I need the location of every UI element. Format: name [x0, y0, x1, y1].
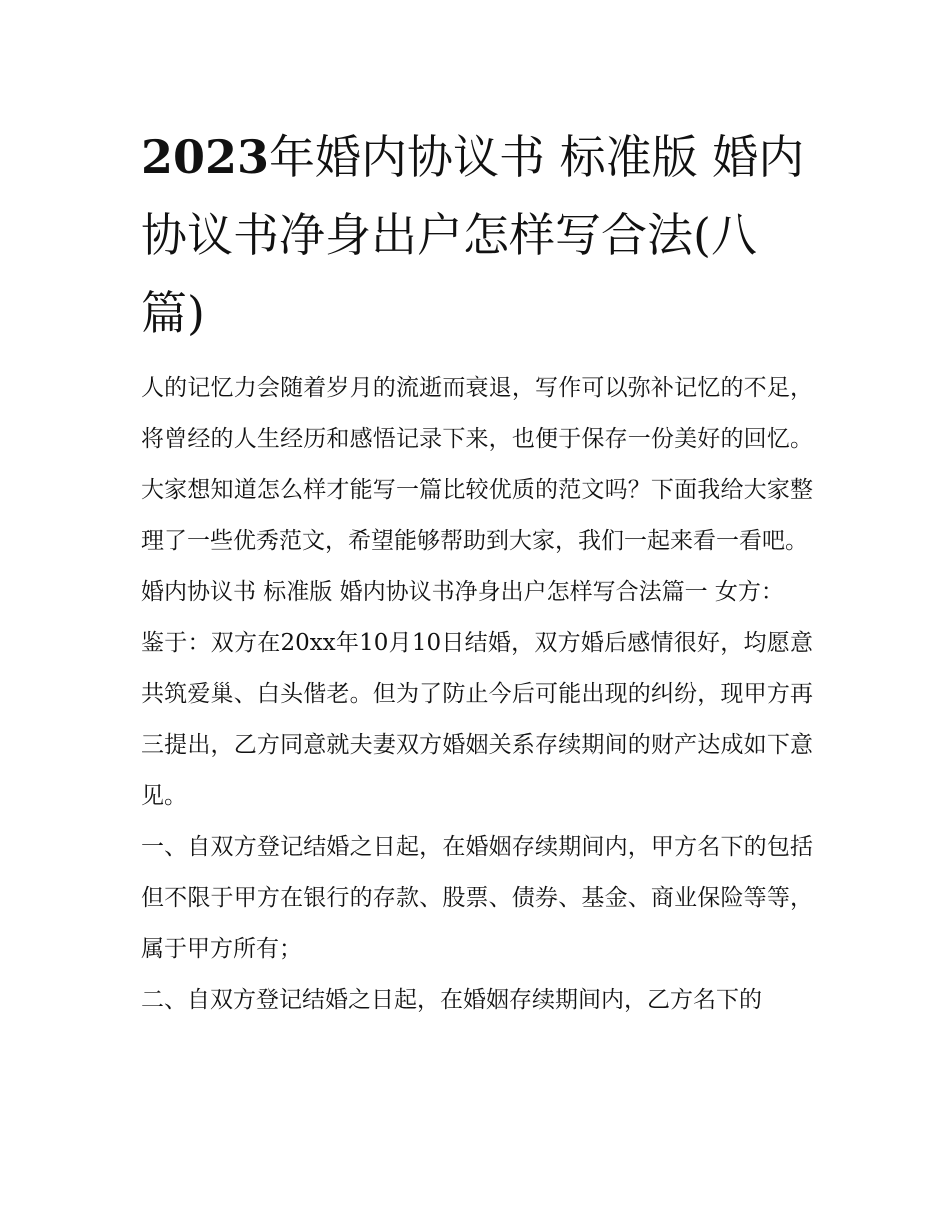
title-text: 年婚内协议书 标准版 婚内协议书净身出户怎样写合法(八篇) — [141, 130, 805, 340]
document-body — [141, 118, 813, 1026]
document-title — [141, 118, 813, 352]
title-year: 2023 — [141, 130, 270, 184]
section-heading: 婚内协议书 标准版 婚内协议书净身出户怎样写合法篇一 女方： — [141, 579, 784, 605]
intro-paragraph: 人的记忆力会随着岁月的流逝而衰退，写作可以弥补记忆的不足，将曾经的人生经历和感悟记录下来，也便于保存一份美好的回忆。大家想知道怎么样才能写一篇比较优质的范文吗？下面我给大家整理了一些优秀范文，希望能够帮助到大家，我们一起来看一看吧。 — [141, 375, 813, 554]
preamble-paragraph: 鉴于：双方在20xx年10月10日结婚，双方婚后感情很好，均愿意共筑爱巢、白头偕老。但为了防止今后可能出现的纠纷，现甲方再三提出，乙方同意就夫妻双方婚姻关系存续期间的财产达成如下意见。 — [141, 630, 813, 809]
clause-two: 二、自双方登记结婚之日起，在婚姻存续期间内，乙方名下的 — [141, 987, 762, 1013]
paragraph-list — [141, 363, 813, 1026]
clause-one: 一、自双方登记结婚之日起，在婚姻存续期间内，甲方名下的包括但不限于甲方在银行的存款、股票、债券、基金、商业保险等等，属于甲方所有； — [141, 834, 813, 962]
